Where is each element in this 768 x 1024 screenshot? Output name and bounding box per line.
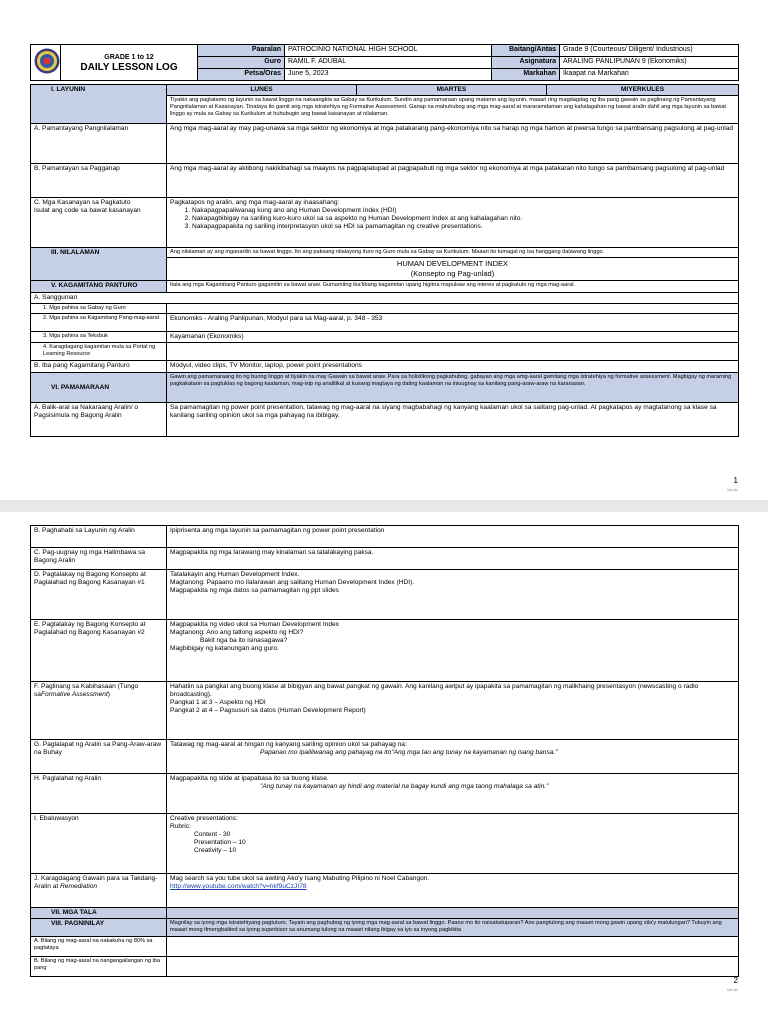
mga-tala-label: VII. MGA TALA <box>31 908 167 919</box>
gabay-label: 1. Mga pahina sa Gabay ng Guro <box>31 304 167 314</box>
layunin-label: I. LAYUNIN <box>31 85 167 124</box>
e-line: Magtanong: Ano ang tatlong aspekto ng HDI? <box>170 629 304 636</box>
paaralan-value: PATROCINIO NATIONAL HIGH SCHOOL <box>285 45 492 57</box>
teksbuk-label: 3. Mga pahina sa Teksbuk <box>31 332 167 343</box>
f-label-cell <box>31 682 167 740</box>
deped-seal <box>31 45 61 81</box>
f-value <box>167 682 739 740</box>
kasanayan-label: C. Mga Kasanayan sa Pagkatuto <box>34 199 131 206</box>
h-line: Magpapakita ng slide at ipapabasa ito sa buong klase. <box>170 775 329 782</box>
pagninilay-note: Magnilay sa iyong mga istratehiyang pagtuturo. Tayain ang paghubog ng iyong mga mag-aaral sa bawat linggo. Paano mo ito naisakatuparan? Ano pangtulong ang maaari mong gawin upang sila'y matulungan? Tukuyin ang maaari mong ifmengbaltied sa iyong superbisor sa anumang tulong na maaari nilang ibigay sa iyo sa inyong pagkikita <box>167 919 739 937</box>
kagamitan-note: Itala ang mga Kagamitang Panturo gagamitin sa bawat araw. Gumamitng iba'tibang kagamitan upang higitna mapukaw ang interes at pagkatuto ng mga mag-aaral. <box>167 281 739 293</box>
nilalaman-topic <box>167 258 739 281</box>
bilang-b-value <box>167 957 739 977</box>
f-line: Pangkat 1 at 3 – Aspekto ng HDI <box>170 699 266 706</box>
kagamitan-label: V. KAGAMITANG PANTURO <box>31 281 167 293</box>
nilalaman-label: III. NILALAMAN <box>31 248 167 281</box>
seal-icon <box>34 48 60 74</box>
g-label: G. Paglalapat ng Aralin sa Pang-Araw-araw na Buhay <box>31 740 167 774</box>
kasanayan-item: 2. Nakapagbibigay na sariling kuro-kuro ukol sa sa aspekto ng Human Development Index at ang kahalagahan nito. <box>192 215 735 223</box>
paaralan-label: Paaralan <box>198 45 285 57</box>
kasanayan-cell <box>31 198 167 248</box>
g-line: Tatawag ng mag-aaral at hingan ng kanyang sariling opinion ukol sa pahayag na: <box>170 741 407 748</box>
iba-label: B. Iba pang Kagamitang Panturo <box>31 361 167 373</box>
d-label: D. Pagtalakay ng Bagong Konsepto at Paglalahad ng Bagong Kasanayan #1 <box>31 570 167 620</box>
pamamaraan-note: Gawin ang pamamaraang ito ng buong linggo at tiyakin na may Gawain sa bawat araw. Para sa holistikong pagkahubog, gabayan ang mga amg-aaral gamitang mga istratehiya ng formative assessment. Magbigay ng maraming pagkakataon sa pagtuklas ng bagong kaalaman, mag-isip ng analitikal at kusang magtaya ng dating kaalaman na iniuugnay sa kanilang pang-araw-araw na karanasan. <box>167 373 739 403</box>
kasanayan-item: 1. Nakapagpapaliwanag kung ano ang Human Development Index (HDI) <box>192 207 735 215</box>
f-line: Pangkat 2 at 4 – Pagsusuri sa datos (Human Development Report) <box>170 707 366 714</box>
kasanayan-intro: Pagkatapos ng aralin, ang mga mag-aaral ay inaasahang: <box>170 199 340 206</box>
guro-label: Guro <box>198 57 285 69</box>
document-title: DAILY LESSON LOG <box>80 62 178 73</box>
balik-label: A. Balik-aral sa Nakaraang Aralin/ o Pagsisimula ng Bagong Aralin <box>31 403 167 437</box>
header-table <box>30 44 739 81</box>
rubric-item: Content - 30 <box>194 831 231 838</box>
f-label-italic: Formative Assessment <box>40 691 108 698</box>
lesson-table-1 <box>30 84 739 437</box>
h-label: H. Paglalahat ng Aralin <box>31 774 167 814</box>
topic-subtitle: (Konsepto ng Pag-unlad) <box>410 269 495 278</box>
page-number-1: 1 <box>733 476 738 485</box>
asignatura-label: Asignatura <box>492 57 560 69</box>
karagdagang-value <box>167 343 739 361</box>
b-value: Ipiprisenta ang mga layunin sa pamamagitan ng power point presentation <box>167 526 739 548</box>
youtube-link[interactable]: http://www.youtube.com/watch?v=hkf9uCzJI78 <box>170 883 307 890</box>
kagamitang-value: Ekonomiks - Araling Panlipunan, Modyul para sa Mag-aaral, p. 348 - 353 <box>167 314 739 332</box>
bilang-a-value <box>167 937 739 957</box>
guro-value: RAMIL F. ADUBAL <box>285 57 492 69</box>
f-line: Hahatiin sa pangkat ang buong klase at bibigyan ang bawat pangkat ng gawain. Ang kanilang awtput ay ipapakita sa pamamagitan ng malikhaing presentasyon (newscasting o radio broadcasting). <box>170 683 699 698</box>
gabay-value <box>167 304 739 314</box>
kasanayan-text <box>167 198 739 248</box>
f-label: F. Paglinang sa Kabihasaan (Tungo sa <box>34 683 139 698</box>
baitang-label: Baitang/Antas <box>492 45 560 57</box>
asignatura-value: ARALING PANLIPUNAN 9 (Ekonomiks) <box>560 57 739 69</box>
page-sub-1: tsb.dv <box>727 487 738 492</box>
bilang-a-label: A. Bilang ng mag-aaral na nakakuha ng 80% sa pagtataya <box>31 937 167 957</box>
d-line: Magtanong: Papaano mo ilalarawan ang salitang Human Development Index (HDI). <box>170 579 415 586</box>
e-label: E. Pagtalakay ng Bagong Konsepto at Paglalahad ng Bagong Kasanayan #2 <box>31 620 167 682</box>
i-label: I. Ebaluwasyon <box>31 814 167 874</box>
day-lunes: LUNES <box>167 85 357 96</box>
e-line: Magbibigay ng katanungan ang guro. <box>170 645 279 652</box>
page-number-2: 2 <box>733 976 738 985</box>
j-label: J. Karagdagang Gawain para sa Takdang-Aralin at <box>34 875 158 890</box>
g-line: Papanao mo ipaliliwanag ang pahayag na ito"Ang mga tao ang tunay na kayamanan ng isang bansa." <box>260 749 558 756</box>
i-value <box>167 814 739 874</box>
bilang-b-label: B. Bilang ng mag-aaral na nangangailangan ng iba pang <box>31 957 167 977</box>
day-miyerkules: MIYERKULES <box>547 85 739 96</box>
lesson-table-2 <box>30 525 739 977</box>
pagninilay-label: VIII. PAGNINILAY <box>31 919 167 937</box>
pagganap-label: B. Pamantayan sa Pagganap <box>31 164 167 198</box>
page-1-content <box>30 44 738 437</box>
e-line: Bakit nga ba ito isinasagawa? <box>200 637 288 644</box>
topic-title: HUMAN DEVELOPMENT INDEX <box>396 259 509 268</box>
markahan-value: Ikaapat na Markahan <box>560 69 739 81</box>
f-label-end: ) <box>107 691 110 698</box>
page-2-content <box>30 525 738 977</box>
j-line: Mag search sa you tube ukol sa awiting Ako'y Isang Mabuting Pilipino ni Noel Cabangon. <box>170 875 430 882</box>
rubric-item: Presentation – 10 <box>194 839 246 846</box>
page-gap <box>0 500 768 512</box>
page-sub-2: tsb.dv <box>727 987 738 992</box>
nilalaman-note: Ang nilalaman ay ang mganarilin sa bawat linggo. Ito ang paksang nilalayong ituro ng Guro mula sa Gabay sa Kurikulum. Maaari ito tumagal ng isa hanggang dalawang linggo. <box>167 248 739 258</box>
teksbuk-value: Kayamanan (Ekonomiks) <box>167 332 739 343</box>
h-line: "Ang tunay na kayamanan ay hindi ang material na bagay kundi ang mga taong mahalaga sa atin." <box>260 783 549 790</box>
e-line: Magpapakita ng video ukol sa Human Development Index <box>170 621 339 628</box>
c-label: C. Pag-uugnay ng mga Halimbawa sa Bagong Aralin <box>31 548 167 570</box>
rubric-item: Creativity – 10 <box>194 847 237 854</box>
c-value: Magpapakita ng mga larawang may kinalaman sa tatalakaying paksa. <box>167 548 739 570</box>
markahan-label: Markahan <box>492 69 560 81</box>
b-label: B. Paghahabi sa Layunin ng Aralin <box>31 526 167 548</box>
i-line: Creative presentations: <box>170 815 238 822</box>
d-line: Magpapakita ng mga datos sa pamamagitan ng ppt slides <box>170 587 339 594</box>
baitang-value: Grade 9 (Courteous/ Diligent/ Industrious) <box>560 45 739 57</box>
day-miartes: MIARTES <box>357 85 547 96</box>
petsa-label: Petsa/Oras <box>198 69 285 81</box>
i-line: Rubric: <box>170 823 191 830</box>
page-2 <box>0 512 768 1012</box>
d-line: Tatalakayin ang Human Development Index. <box>170 571 300 578</box>
kasanayan-list <box>170 207 735 231</box>
layunin-text: Tiyakin ang pagtatamo ng layunin sa bawat linggo na nakaangkla sa Gabay sa Kurikulum. Sundin ang pamamaraan upang matamo ang layunin, maaari ring magdagdag ng iba pang gawain sa paglinang ng Pamantayang Pangnilalaman at Kasanayan. Tinataya ito gamit ang mga istratehiya ng Formative Assessment. Ganap na mahuhubog ang mga mag-aaral at mararamdaman ang kahalagahan ng bawat aralin dahil ang mga layunin sa bawat linggo ay mula sa Gabay sa Kurikulum at huhubugin ang bawat kasanayan at nilalaman. <box>167 96 739 124</box>
iba-value: Modyul, video clips, TV Monitor, laptop, power point presentations <box>167 361 739 373</box>
j-value <box>167 874 739 908</box>
karagdagang-label: 4. Karagdagang kagamitan mula sa Portal ng Learning Resource <box>31 343 167 361</box>
j-label-cell <box>31 874 167 908</box>
title-cell <box>61 45 198 81</box>
pamamaraan-label: VI. PAMAMARAAN <box>31 373 167 403</box>
kasanayan-sublabel: Isulat ang code sa bawat kasanayan <box>34 207 141 214</box>
page-1 <box>0 0 768 500</box>
pangnilalaman-label: A. Pamantayang Pangnilalaman <box>31 124 167 164</box>
petsa-value: June 5, 2023 <box>285 69 492 81</box>
mga-tala-value <box>167 908 739 919</box>
g-value <box>167 740 739 774</box>
grade-label: GRADE 1 to 12 <box>104 54 154 61</box>
h-value <box>167 774 739 814</box>
j-label-italic: Remediation <box>60 883 98 890</box>
kasanayan-item: 3. Nakapagpapakita ng sariling interpretasyon ukol sa HDI sa pamamagitan ng creative presentations. <box>192 223 735 231</box>
balik-value: Sa pamamagitan ng power point presentation, tatawag ng mag-aaral na siyang magbabahagi ng kanyang kaalaman ukol sa salitang pag-unlad. At pagkatapos ay magtatanong sa klase sa kanilang sariling opinion ukol sa mga pahayag na ibibigay. <box>167 403 739 437</box>
e-value <box>167 620 739 682</box>
sanggunian-label: A. Sanggunian <box>31 293 739 304</box>
kagamitang-label: 2. Mga pahina sa Kagamitang Pang-mag-aaral <box>31 314 167 332</box>
pangnilalaman-text: Ang mga mag-aaral ay may pag-unawa sa mga sektor ng ekonomiya at mga patakarang pang-ekonomiya nito sa harap ng mga hamon at pwersa tungo sa pambansang pagsulong at pag-unlad <box>167 124 739 164</box>
d-value <box>167 570 739 620</box>
pagganap-text: Ang mga mag-aaral ay aktibong nakikibahagi sa maayos na pagpapatupad at pagpapabuti ng mga sektor ng ekonomiya at mga patakaran nito tungo sa pambansang pagsulong at pag-unlad <box>167 164 739 198</box>
